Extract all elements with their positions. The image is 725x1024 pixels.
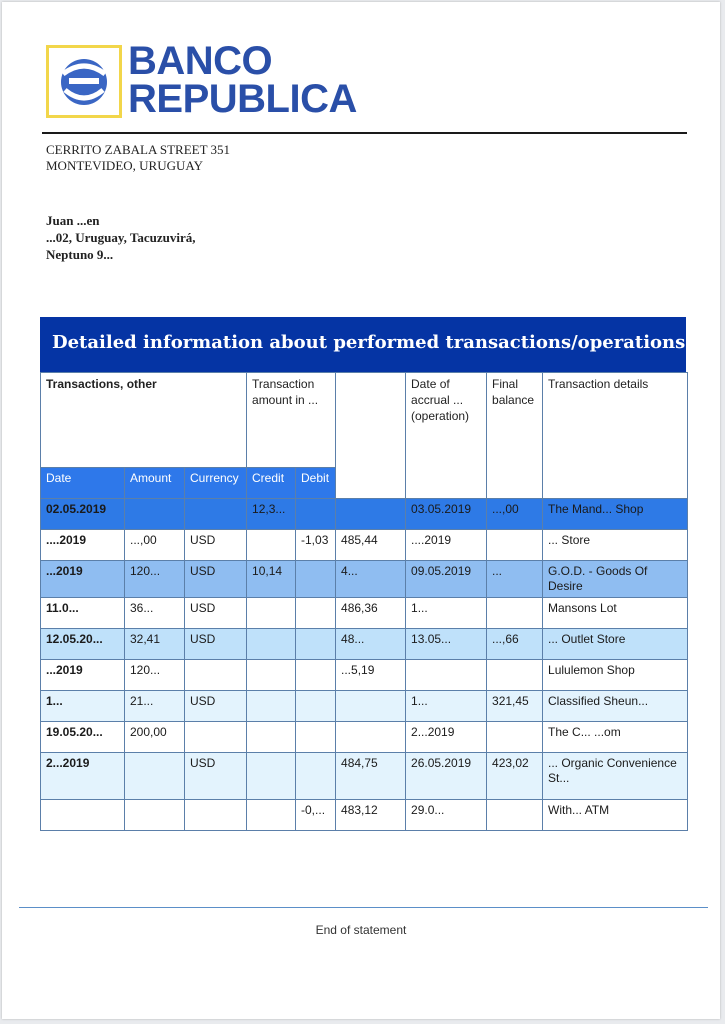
cell-details: ... Store [543,530,688,561]
cell-credit [247,530,296,561]
subheader-amount: Amount [125,468,185,499]
cell-credit [247,691,296,722]
cell-credit: 12,3... [247,499,296,530]
cell-currency [185,499,247,530]
cell-date: ...2019 [41,660,125,691]
cell-date: 1... [41,691,125,722]
table-row [41,722,688,753]
cell-credit [247,753,296,800]
cell-details: Classified Sheun... [543,691,688,722]
cell-date: 2...2019 [41,753,125,800]
cell-balance: 485,44 [336,530,406,561]
cell-debit: -1,03 [296,530,336,561]
bank-name-line1: BANCO [128,39,273,83]
cell-currency: USD [185,598,247,629]
cell-currency: USD [185,530,247,561]
transactions-body [41,499,688,831]
cell-balance: ...5,19 [336,660,406,691]
bank-address-line1: CERRITO ZABALA STREET 351 [46,142,231,157]
cell-amount [125,499,185,530]
customer-address-line2: Neptuno 9... [46,247,114,262]
subheader-credit: Credit [247,468,296,499]
cell-date: 19.05.20... [41,722,125,753]
cell-final: ... [487,561,543,598]
cell-final [487,530,543,561]
cell-final [487,598,543,629]
header-transactions: Transactions, other [41,373,247,468]
cell-details: ... Organic Convenience St... [543,753,688,800]
subheader-debit: Debit [296,468,336,499]
table-row [41,561,688,598]
cell-details: Lululemon Shop [543,660,688,691]
transactions-table [40,372,688,831]
cell-amount: 120... [125,660,185,691]
cell-currency [185,660,247,691]
cell-credit [247,800,296,831]
cell-final: 321,45 [487,691,543,722]
header-transaction-details: Transaction details [543,373,688,499]
table-row [41,499,688,530]
cell-accrual: 09.05.2019 [406,561,487,598]
cell-details: Mansons Lot [543,598,688,629]
cell-accrual: 29.0... [406,800,487,831]
bank-address-line2: MONTEVIDEO, URUGUAY [46,158,203,173]
cell-details: G.O.D. - Goods Of Desire [543,561,688,598]
cell-details: ... Outlet Store [543,629,688,660]
header-final-balance: Final balance [487,373,543,499]
cell-balance: 4... [336,561,406,598]
cell-amount: ...,00 [125,530,185,561]
cell-final: 423,02 [487,753,543,800]
header-transaction-amount: Transaction amount in ... [247,373,336,468]
cell-details: With... ATM [543,800,688,831]
section-title: Detailed information about performed transactions/operations [40,317,686,372]
cell-credit [247,598,296,629]
table-row [41,598,688,629]
subheader-currency: Currency [185,468,247,499]
cell-amount [125,800,185,831]
table-row [41,660,688,691]
cell-amount: 21... [125,691,185,722]
cell-debit [296,629,336,660]
bank-name-line2: REPUBLICA [128,77,357,121]
cell-debit [296,722,336,753]
cell-date: 12.05.20... [41,629,125,660]
bank-logo-icon [46,45,122,118]
cell-date: 11.0... [41,598,125,629]
table-row [41,753,688,800]
table-row [41,691,688,722]
cell-currency [185,722,247,753]
cell-debit [296,598,336,629]
cell-date: ....2019 [41,530,125,561]
cell-details: The Mand... Shop [543,499,688,530]
customer-address-line1: ...02, Uruguay, Tacuzuvirá, [46,230,196,245]
customer-name: Juan ...en [46,213,100,228]
cell-balance: 484,75 [336,753,406,800]
cell-balance [336,691,406,722]
cell-amount: 200,00 [125,722,185,753]
cell-final [487,800,543,831]
cell-credit [247,660,296,691]
subheader-date: Date [41,468,125,499]
cell-date: 02.05.2019 [41,499,125,530]
table-row [41,530,688,561]
bank-name [128,39,388,121]
cell-currency: USD [185,691,247,722]
cell-date [41,800,125,831]
cell-accrual: 13.05... [406,629,487,660]
cell-amount [125,753,185,800]
cell-balance [336,499,406,530]
cell-accrual: ....2019 [406,530,487,561]
cell-accrual [406,660,487,691]
cell-credit [247,629,296,660]
cell-final [487,722,543,753]
cell-final: ...,00 [487,499,543,530]
table-header-row [41,373,688,468]
cell-currency [185,800,247,831]
cell-details: The C... ...om [543,722,688,753]
cell-balance [336,722,406,753]
cell-final: ...,66 [487,629,543,660]
cell-debit [296,499,336,530]
cell-balance: 483,12 [336,800,406,831]
header-divider [42,132,687,134]
cell-debit [296,660,336,691]
table-row [41,629,688,660]
cell-accrual: 2...2019 [406,722,487,753]
cell-debit [296,561,336,598]
cell-credit [247,722,296,753]
table-row [41,800,688,831]
cell-debit [296,691,336,722]
cell-debit [296,753,336,800]
cell-amount: 32,41 [125,629,185,660]
cell-currency: USD [185,561,247,598]
cell-currency: USD [185,629,247,660]
cell-currency: USD [185,753,247,800]
cell-amount: 36... [125,598,185,629]
footer-text: End of statement [315,923,407,937]
cell-accrual: 1... [406,598,487,629]
cell-accrual: 1... [406,691,487,722]
statement-page [2,2,720,1019]
footer-divider [19,907,708,908]
cell-debit: -0,... [296,800,336,831]
cell-balance: 48... [336,629,406,660]
header-date-of-accrual: Date of accrual ... (operation) [406,373,487,499]
cell-balance: 486,36 [336,598,406,629]
cell-accrual: 26.05.2019 [406,753,487,800]
cell-credit: 10,14 [247,561,296,598]
cell-amount: 120... [125,561,185,598]
header-balance [336,373,406,499]
cell-accrual: 03.05.2019 [406,499,487,530]
cell-date: ...2019 [41,561,125,598]
cell-final [487,660,543,691]
